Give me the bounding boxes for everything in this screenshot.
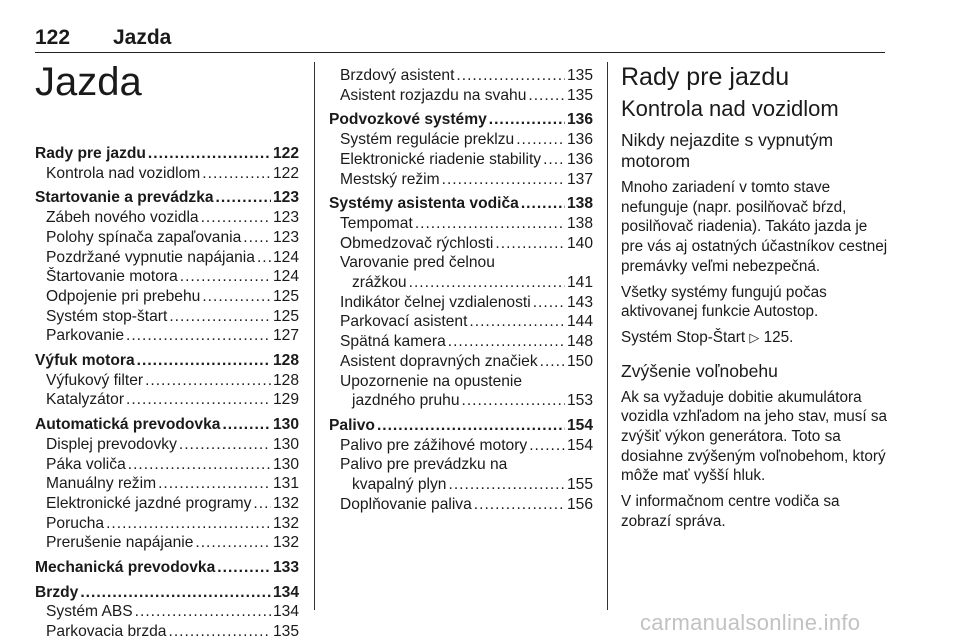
toc-entry[interactable] (35, 287, 299, 307)
chapter-title: Jazda (35, 60, 142, 104)
toc-entry-page: 131 (272, 475, 299, 493)
toc-entry[interactable] (35, 164, 299, 184)
toc-section-entry[interactable] (35, 558, 299, 578)
toc-entry-page: 135 (272, 623, 299, 641)
toc-dot-leader (158, 474, 271, 494)
toc-entry-page: 155 (566, 476, 593, 494)
toc-entry-page: 125 (272, 287, 299, 305)
toc-dot-leader (135, 602, 271, 622)
toc-dot-leader (456, 66, 565, 86)
toc-entry-page: 138 (566, 195, 593, 213)
cross-reference[interactable] (621, 328, 889, 349)
content-column (621, 62, 889, 538)
topic-title-idle-speed: Zvýšenie voľnobehu (621, 360, 778, 381)
page-header (35, 26, 885, 53)
toc-dot-leader (543, 150, 565, 170)
toc-dot-leader (521, 194, 565, 214)
toc-dot-leader (516, 130, 565, 150)
toc-dot-leader (469, 312, 565, 332)
toc-dot-leader (377, 416, 565, 436)
toc-entry-page: 123 (272, 228, 299, 246)
toc-entry-label: Prerušenie napájanie (46, 534, 194, 552)
toc-entry-label: Zábeh nového vozidla (46, 209, 199, 227)
toc-entry-label: Parkovacia brzda (46, 623, 167, 641)
toc-entry[interactable] (35, 514, 299, 534)
toc-entry[interactable] (35, 622, 299, 642)
toc-dot-leader (128, 455, 271, 475)
toc-column-left (35, 144, 299, 642)
toc-dot-leader (253, 494, 271, 514)
toc-entry-label: Spätná kamera (340, 333, 446, 351)
toc-dot-leader (495, 234, 565, 254)
toc-entry-page: 132 (272, 514, 299, 532)
toc-dot-leader (448, 475, 564, 495)
toc-entry[interactable] (35, 228, 299, 248)
toc-entry-label: Páka voliča (46, 455, 126, 473)
toc-entry-page: 154 (566, 436, 593, 454)
toc-entry-label: jazdného pruhu (352, 392, 460, 410)
topic-title-engine-off: Nikdy nejazdite s vypnutým motorom (621, 130, 834, 171)
toc-entry-page: 136 (566, 111, 593, 129)
toc-dot-leader (126, 390, 271, 410)
toc-dot-leader (148, 144, 271, 164)
toc-entry[interactable] (35, 602, 299, 622)
toc-entry-page: 156 (566, 495, 593, 513)
toc-entry-page: 130 (272, 455, 299, 473)
section-heading: Rady pre jazdu (621, 63, 790, 91)
toc-entry-page: 127 (272, 327, 299, 345)
toc-dot-leader (180, 267, 271, 287)
toc-entry-page: 123 (272, 209, 299, 227)
toc-entry-page: 134 (272, 603, 299, 621)
toc-section-entry[interactable] (35, 415, 299, 435)
toc-column-middle (329, 66, 593, 514)
toc-entry-page: 128 (272, 352, 299, 370)
toc-entry-label: Displej prevodovky (46, 435, 177, 453)
toc-entry[interactable] (35, 494, 299, 514)
toc-entry[interactable] (329, 293, 593, 313)
toc-entry-label: Mestský režim (340, 170, 440, 188)
toc-dot-leader (202, 287, 271, 307)
toc-entry-page: 133 (272, 559, 299, 577)
toc-entry-page: 135 (566, 86, 593, 104)
toc-entry-label: Brzdový asistent (340, 67, 455, 84)
toc-entry[interactable] (35, 390, 299, 410)
toc-entry-label: Doplňovanie paliva (340, 495, 472, 513)
toc-entry[interactable] (329, 475, 593, 495)
toc-entry-label: Výfukový filter (46, 371, 144, 389)
toc-entry[interactable] (329, 495, 593, 515)
toc-entry-page: 137 (566, 170, 593, 188)
toc-entry-label: Mechanická prevodovka (35, 559, 216, 577)
toc-entry-label: Štartovanie motora (46, 268, 178, 286)
column-divider-right (607, 62, 608, 610)
watermark: carmanualsonline.info (640, 610, 861, 635)
toc-entry-label: Parkovací asistent (340, 313, 468, 331)
toc-entry[interactable] (329, 391, 593, 411)
toc-entry-label: Asistent dopravných značiek (340, 352, 538, 370)
toc-entry-label-line[interactable]: Upozornenie na opustenie (340, 372, 523, 390)
toc-section-entry[interactable] (329, 110, 593, 130)
toc-entry[interactable] (329, 150, 593, 170)
toc-entry[interactable] (35, 267, 299, 287)
toc-section-entry[interactable] (35, 188, 299, 208)
toc-entry-label: Kontrola nad vozidlom (46, 164, 201, 182)
toc-entry[interactable] (35, 208, 299, 228)
toc-dot-leader (442, 170, 565, 190)
toc-dot-leader (448, 332, 565, 352)
toc-entry-label: Manuálny režim (46, 475, 157, 493)
toc-entry-label: Brzdy (35, 583, 79, 601)
paragraph: Mnoho zariadení v tomto stave nefunguje (napr. posilňovač bŕzd, posilňovač riadenia). Takáto jazda je pre vás aj ostatných účastníkov cestnej premávky veľmi nebezpečná. (621, 179, 888, 275)
toc-dot-leader (528, 86, 565, 106)
toc-entry-label: Pozdržané vypnutie napájania (46, 248, 255, 266)
toc-entry[interactable] (35, 248, 299, 268)
toc-entry-label: Polohy spínača zapaľovania (46, 228, 242, 246)
toc-entry[interactable] (35, 326, 299, 346)
toc-entry-page: 123 (272, 189, 299, 207)
toc-entry-label: kvapalný plyn (352, 476, 447, 494)
toc-entry[interactable] (329, 170, 593, 190)
cross-reference-text: Systém Stop-Štart (621, 328, 746, 346)
toc-entry-page: 130 (272, 416, 299, 434)
toc-entry[interactable] (329, 86, 593, 106)
toc-dot-leader (195, 533, 271, 553)
toc-dot-leader (474, 495, 565, 515)
toc-entry[interactable] (35, 455, 299, 475)
toc-entry-page: 122 (272, 164, 299, 182)
toc-section-entry[interactable] (329, 416, 593, 436)
toc-entry-page: 132 (272, 494, 299, 512)
section-subheading: Kontrola nad vozidlom (621, 96, 839, 121)
toc-entry-label: Výfuk motora (35, 352, 135, 370)
toc-entry-page: 136 (566, 131, 593, 149)
toc-entry-page: 125 (272, 307, 299, 325)
toc-dot-leader (126, 326, 271, 346)
toc-entry-label: Startovanie a prevádzka (35, 189, 214, 207)
toc-entry-label-line[interactable]: Varovanie pred čelnou (340, 254, 495, 272)
running-title: Jazda (113, 26, 172, 49)
toc-entry-label: Podvozkové systémy (329, 111, 487, 129)
toc-dot-leader (137, 351, 271, 371)
toc-entry-page: 150 (566, 352, 593, 370)
toc-entry-label: Obmedzovač rýchlosti (340, 234, 494, 252)
toc-entry-label: Indikátor čelnej vzdialenosti (340, 293, 531, 311)
paragraph: V informačnom centre vodiča sa zobrazí správa. (621, 493, 840, 530)
toc-dot-leader (201, 208, 271, 228)
toc-entry-label: Systémy asistenta vodiča (329, 195, 519, 213)
toc-dot-leader (409, 273, 565, 293)
toc-entry-page: 148 (566, 333, 593, 351)
toc-entry-page: 135 (566, 67, 593, 84)
toc-entry[interactable] (35, 533, 299, 553)
toc-entry-label: Rady pre jazdu (35, 145, 146, 162)
toc-entry[interactable] (329, 214, 593, 234)
toc-entry-page: 122 (272, 145, 299, 162)
toc-section-entry[interactable] (35, 583, 299, 603)
toc-entry-page: 136 (566, 150, 593, 168)
toc-entry-label: Asistent rozjazdu na svahu (340, 86, 527, 104)
toc-section-entry[interactable] (35, 351, 299, 371)
column-divider-left (314, 62, 315, 610)
toc-entry-page: 141 (566, 274, 593, 292)
toc-entry-label: Systém ABS (46, 603, 133, 621)
toc-entry-label: Elektronické riadenie stability (340, 150, 542, 168)
toc-dot-leader (533, 293, 565, 313)
toc-entry[interactable] (329, 234, 593, 254)
toc-entry[interactable] (329, 273, 593, 293)
page-number: 122 (35, 26, 71, 49)
toc-entry-page: 129 (272, 391, 299, 409)
toc-entry-page: 128 (272, 371, 299, 389)
toc-dot-leader (202, 164, 271, 184)
toc-entry-label: Systém regulácie preklzu (340, 131, 515, 149)
toc-dot-leader (257, 248, 271, 268)
paragraph: Ak sa vyžaduje dobitie akumulátora vozidla vzhľadom na jeho stav, musí sa zvýšiť výkon generátora. Toto sa dosiahne zvýšeným voľnobehom, ktorý môže mať vyšší hluk. (621, 388, 888, 485)
toc-section-entry[interactable] (329, 194, 593, 214)
toc-entry-label: zrážkou (352, 274, 407, 292)
toc-entry-label-line[interactable]: Palivo pre prevádzku na (340, 456, 508, 474)
toc-entry[interactable] (329, 312, 593, 332)
toc-entry[interactable] (35, 474, 299, 494)
toc-entry-label: Tempomat (340, 214, 413, 232)
toc-dot-leader (529, 436, 565, 456)
toc-dot-leader (169, 307, 271, 327)
toc-entry[interactable] (35, 371, 299, 391)
toc-entry-label: Palivo pre zážihové motory (340, 436, 528, 454)
toc-dot-leader (222, 415, 271, 435)
toc-entry-label: Porucha (46, 514, 105, 532)
toc-section-entry[interactable] (35, 144, 299, 164)
toc-entry-page: 134 (272, 583, 299, 601)
paragraph: Všetky systémy fungujú počas aktivovanej funkcie Autostop. (621, 283, 827, 321)
toc-dot-leader (489, 110, 565, 130)
toc-entry-label: Elektronické jazdné programy (46, 494, 252, 512)
toc-entry-page: 143 (566, 293, 593, 311)
toc-entry-page: 124 (272, 268, 299, 286)
toc-entry-page: 124 (272, 248, 299, 266)
toc-entry[interactable] (329, 332, 593, 352)
toc-dot-leader (415, 214, 565, 234)
toc-entry[interactable] (329, 436, 593, 456)
toc-entry-page: 154 (566, 416, 593, 434)
toc-dot-leader (216, 188, 271, 208)
toc-entry-page: 132 (272, 534, 299, 552)
toc-dot-leader (80, 583, 271, 603)
toc-dot-leader (179, 435, 271, 455)
toc-entry-label: Parkovanie (46, 327, 125, 345)
toc-dot-leader (217, 558, 271, 578)
toc-entry-page: 130 (272, 435, 299, 453)
toc-dot-leader (145, 371, 271, 391)
toc-entry[interactable] (35, 307, 299, 327)
toc-entry-label: Odpojenie pri prebehu (46, 287, 201, 305)
toc-entry-page: 140 (566, 234, 593, 252)
toc-entry-label: Automatická prevodovka (35, 416, 221, 434)
toc-entry-page: 153 (566, 392, 593, 410)
toc-entry[interactable] (35, 435, 299, 455)
toc-entry-page: 138 (566, 214, 593, 232)
toc-entry[interactable] (329, 66, 593, 86)
toc-entry-page: 144 (566, 313, 593, 331)
toc-dot-leader (168, 622, 270, 642)
toc-dot-leader (243, 228, 271, 248)
reference-arrow-icon: ▷ (749, 330, 760, 346)
toc-dot-leader (106, 514, 271, 534)
toc-dot-leader (462, 391, 565, 411)
toc-entry-label: Systém stop-štart (46, 307, 168, 325)
toc-entry[interactable] (329, 352, 593, 372)
toc-entry-label: Palivo (329, 416, 375, 434)
toc-dot-leader (540, 352, 565, 372)
toc-entry-label: Katalyzátor (46, 391, 125, 409)
cross-reference-page: 125. (763, 328, 794, 346)
toc-entry[interactable] (329, 130, 593, 150)
